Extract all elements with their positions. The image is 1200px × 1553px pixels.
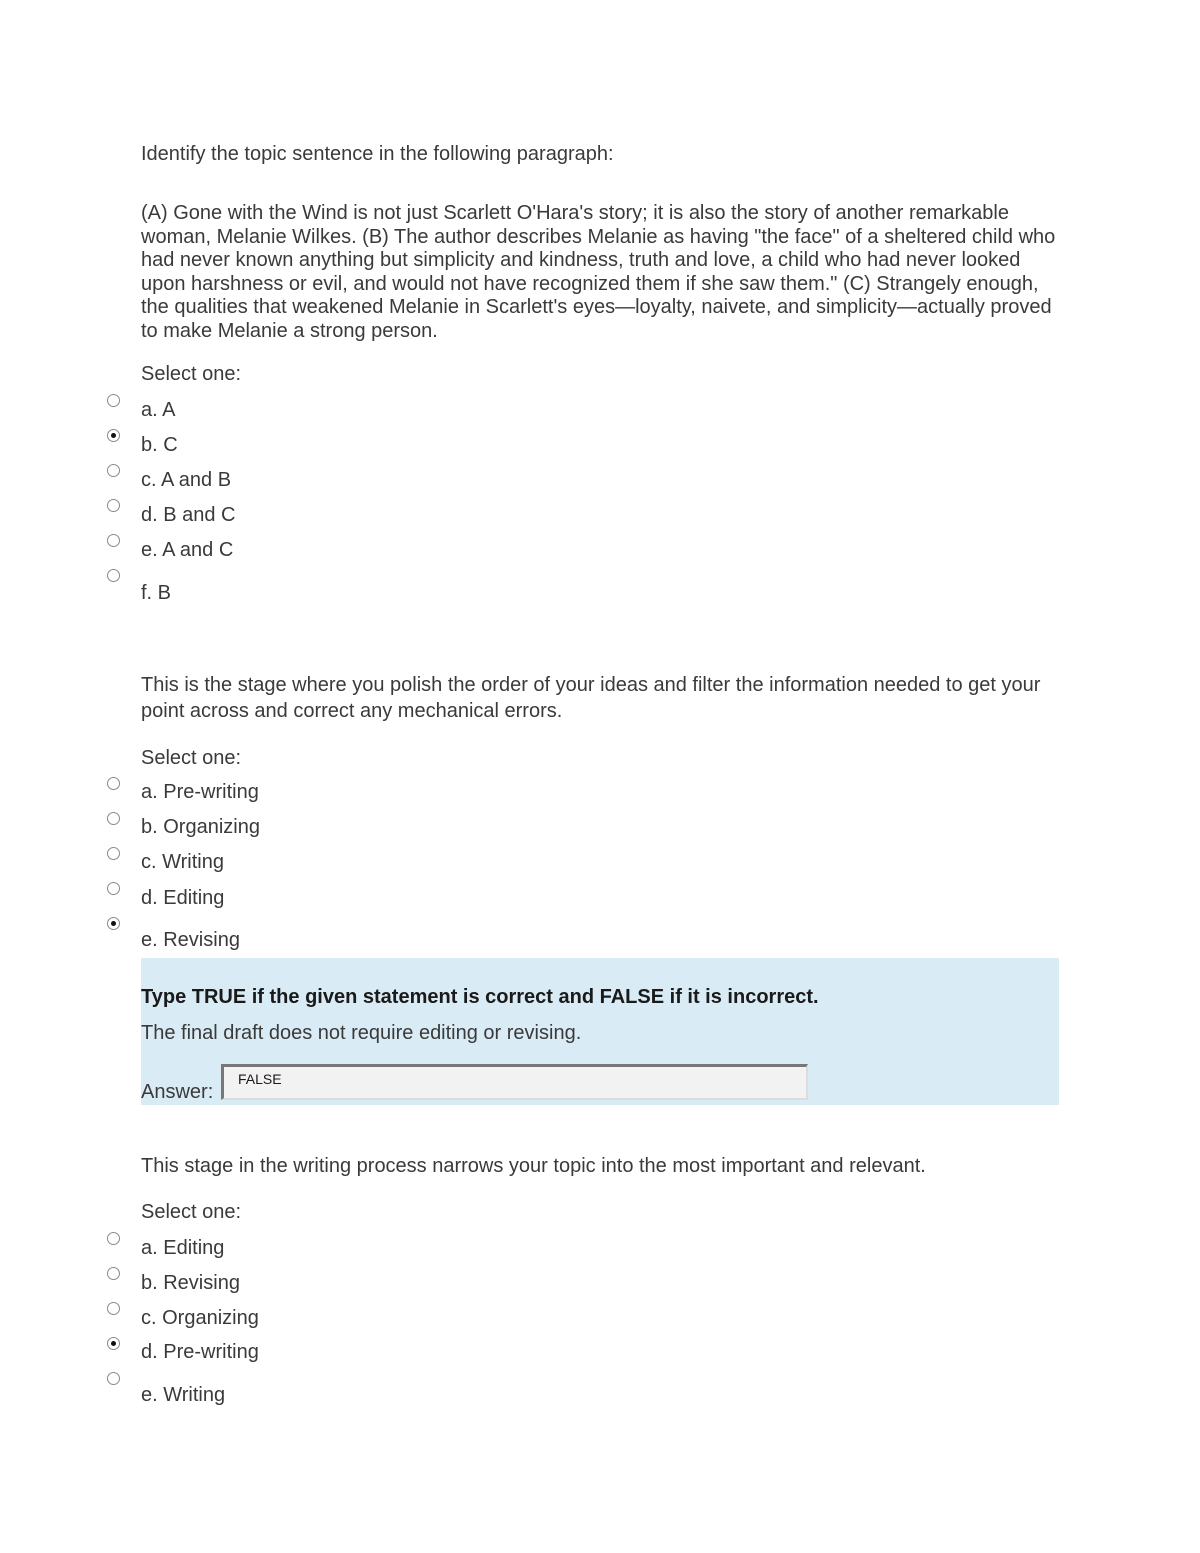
q3-answer-label: Answer:	[141, 1081, 214, 1103]
q4-select-label: Select one:	[141, 1201, 242, 1223]
q1-option-b-label[interactable]: b. C	[141, 434, 178, 456]
q1-option-e-label[interactable]: e. A and C	[141, 539, 234, 561]
q2-option-b-label[interactable]: b. Organizing	[141, 816, 260, 838]
q2-option-d-label[interactable]: d. Editing	[141, 887, 225, 909]
q4-option-d-label[interactable]: d. Pre-writing	[141, 1341, 259, 1363]
q3-statement: The final draft does not require editing or revising.	[141, 1022, 582, 1044]
q1-option-f-label[interactable]: f. B	[141, 582, 172, 604]
q1-paragraph: (A) Gone with the Wind is not just Scarlett O'Hara's story; it is also the story of another remarkable woman, Melanie Wilkes. (B) The author describes Melanie as having "the face" of a sheltered child who had never known anything but simplicity and kindness, truth and love, a child who had never looked upon harshness or evil, and would not have recognized them if she saw them." (C) Strangely enough, the qualities that weakened Melanie in Scarlett's eyes—loyalty, naivete, and simplicity—actually proved to make Melanie a strong person.	[141, 202, 1056, 342]
q4-option-b-radio[interactable]	[107, 1267, 120, 1280]
q1-option-b-radio[interactable]	[107, 429, 120, 442]
q1-option-c-radio[interactable]	[107, 464, 120, 477]
q2-option-e-radio[interactable]	[107, 917, 120, 930]
q1-option-a-radio[interactable]	[107, 394, 120, 407]
q2-option-d-radio[interactable]	[107, 882, 120, 895]
q2-option-b-radio[interactable]	[107, 812, 120, 825]
q1-option-d-radio[interactable]	[107, 499, 120, 512]
q4-option-e-label[interactable]: e. Writing	[141, 1384, 226, 1406]
q2-option-c-label[interactable]: c. Writing	[141, 851, 224, 873]
q4-option-e-radio[interactable]	[107, 1372, 120, 1385]
q3-answer-input[interactable]: FALSE	[221, 1064, 808, 1100]
q3-instruction: Type TRUE if the given statement is correct and FALSE if it is incorrect.	[141, 986, 819, 1008]
q1-option-d-label[interactable]: d. B and C	[141, 504, 236, 526]
q4-prompt: This stage in the writing process narrows your topic into the most important and relevant.	[141, 1155, 926, 1177]
q4-option-c-radio[interactable]	[107, 1302, 120, 1315]
q1-option-a-label[interactable]: a. A	[141, 399, 176, 421]
q1-option-e-radio[interactable]	[107, 534, 120, 547]
q1-option-f-radio[interactable]	[107, 569, 120, 582]
q2-select-label: Select one:	[141, 747, 242, 769]
q2-prompt: This is the stage where you polish the order of your ideas and filter the information needed to get your point across and correct any mechanical errors.	[141, 674, 1041, 722]
q2-option-c-radio[interactable]	[107, 847, 120, 860]
q2-option-e-label[interactable]: e. Revising	[141, 929, 240, 951]
q4-option-d-radio[interactable]	[107, 1337, 120, 1350]
q4-option-a-radio[interactable]	[107, 1232, 120, 1245]
q2-option-a-label[interactable]: a. Pre-writing	[141, 781, 259, 803]
q4-option-a-label[interactable]: a. Editing	[141, 1237, 225, 1259]
q1-select-label: Select one:	[141, 363, 242, 385]
q1-prompt: Identify the topic sentence in the following paragraph:	[141, 143, 614, 165]
q4-option-b-label[interactable]: b. Revising	[141, 1272, 240, 1294]
q1-option-c-label[interactable]: c. A and B	[141, 469, 232, 491]
q4-option-c-label[interactable]: c. Organizing	[141, 1307, 259, 1329]
q2-option-a-radio[interactable]	[107, 777, 120, 790]
